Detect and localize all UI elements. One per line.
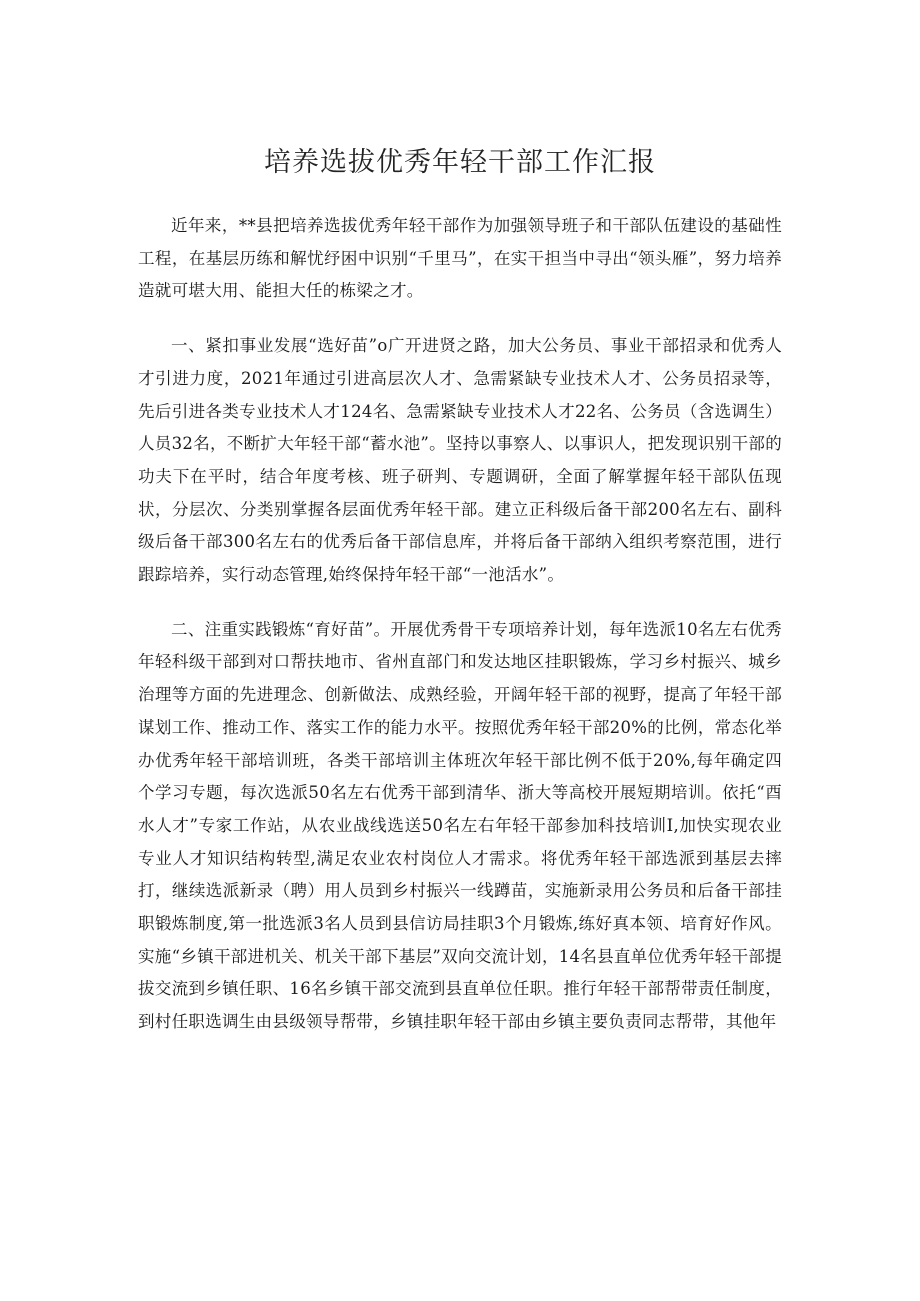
document-title: 培养选拔优秀年轻干部工作汇报 (264, 147, 656, 178)
paragraph-intro: 近年来，**县把培养选拔优秀年轻干部作为加强领导班子和干部队伍建设的基础性工程，在基层历练和解忧纾困中识别“千里马”，在实干担当中寻出“领头雁”，努力培养造就可堪大用、能担大任的栋梁之才。 (138, 216, 782, 301)
paragraph-section-2: 二、注重实践锻炼“育好苗”。开展优秀骨干专项培养计划，每年选派10名左右优秀年轻科级干部到对口帮扶地市、省州直部门和发达地区挂职锻炼，学习乡村振兴、城乡治理等方面的先进理念、创新做法、成熟经验，开阔年轻干部的视野，提高了年轻干部谋划工作、推动工作、落实工作的能力水平。按照优秀年轻干部20%的比例，常态化举办优秀年轻干部培训班，各类干部培训主体班次年轻干部比例不低于20%,每年确定四个学习专题，每次选派50名左右优秀干部到清华、浙大等高校开展短期培训。依托“酉水人才”专家工作站，从农业战线选送50名左右年轻干部参加科技培训I,加快实现农业专业人才知识结构转型,满足农业农村岗位人才需求。将优秀年轻干部选派到基层去摔打，继续选派新录（聘）用人员到乡村振兴一线蹲苗，实施新录用公务员和后备干部挂职锻炼制度,第一批选派3名人员到县信访局挂职3个月锻炼,练好真本领、培育好作风。实施“乡镇干部进机关、机关干部下基层”双向交流计划，14名县直单位优秀年轻干部提拔交流到乡镇任职、16名乡镇干部交流到县直单位任职。推行年轻干部帮带责任制度，到村任职选调生由县级领导帮带，乡镇挂职年轻干部由乡镇主要负责同志帮带，其他年 (138, 619, 782, 1032)
paragraph-section-1: 一、紧扣事业发展“选好苗”o广开进贤之路，加大公务员、事业干部招录和优秀人才引进力度，2021年通过引进高层次人才、急需紧缺专业技术人才、公务员招录等，先后引进各类专业技术人才124名、急需紧缺专业技术人才22名、公务员（含选调生）人员32名，不断扩大年轻干部“蓄水池”。坚持以事察人、以事识人，把发现识别干部的功夫下在平时，结合年度考核、班子研判、专题调研，全面了解掌握年轻干部队伍现状，分层次、分类别掌握各层面优秀年轻干部。建立正科级后备干部200名左右、副科级后备干部300名左右的优秀后备干部信息库，并将后备干部纳入组织考察范围，进行跟踪培养，实行动态管理,始终保持年轻干部“一池活水”。 (138, 336, 782, 585)
